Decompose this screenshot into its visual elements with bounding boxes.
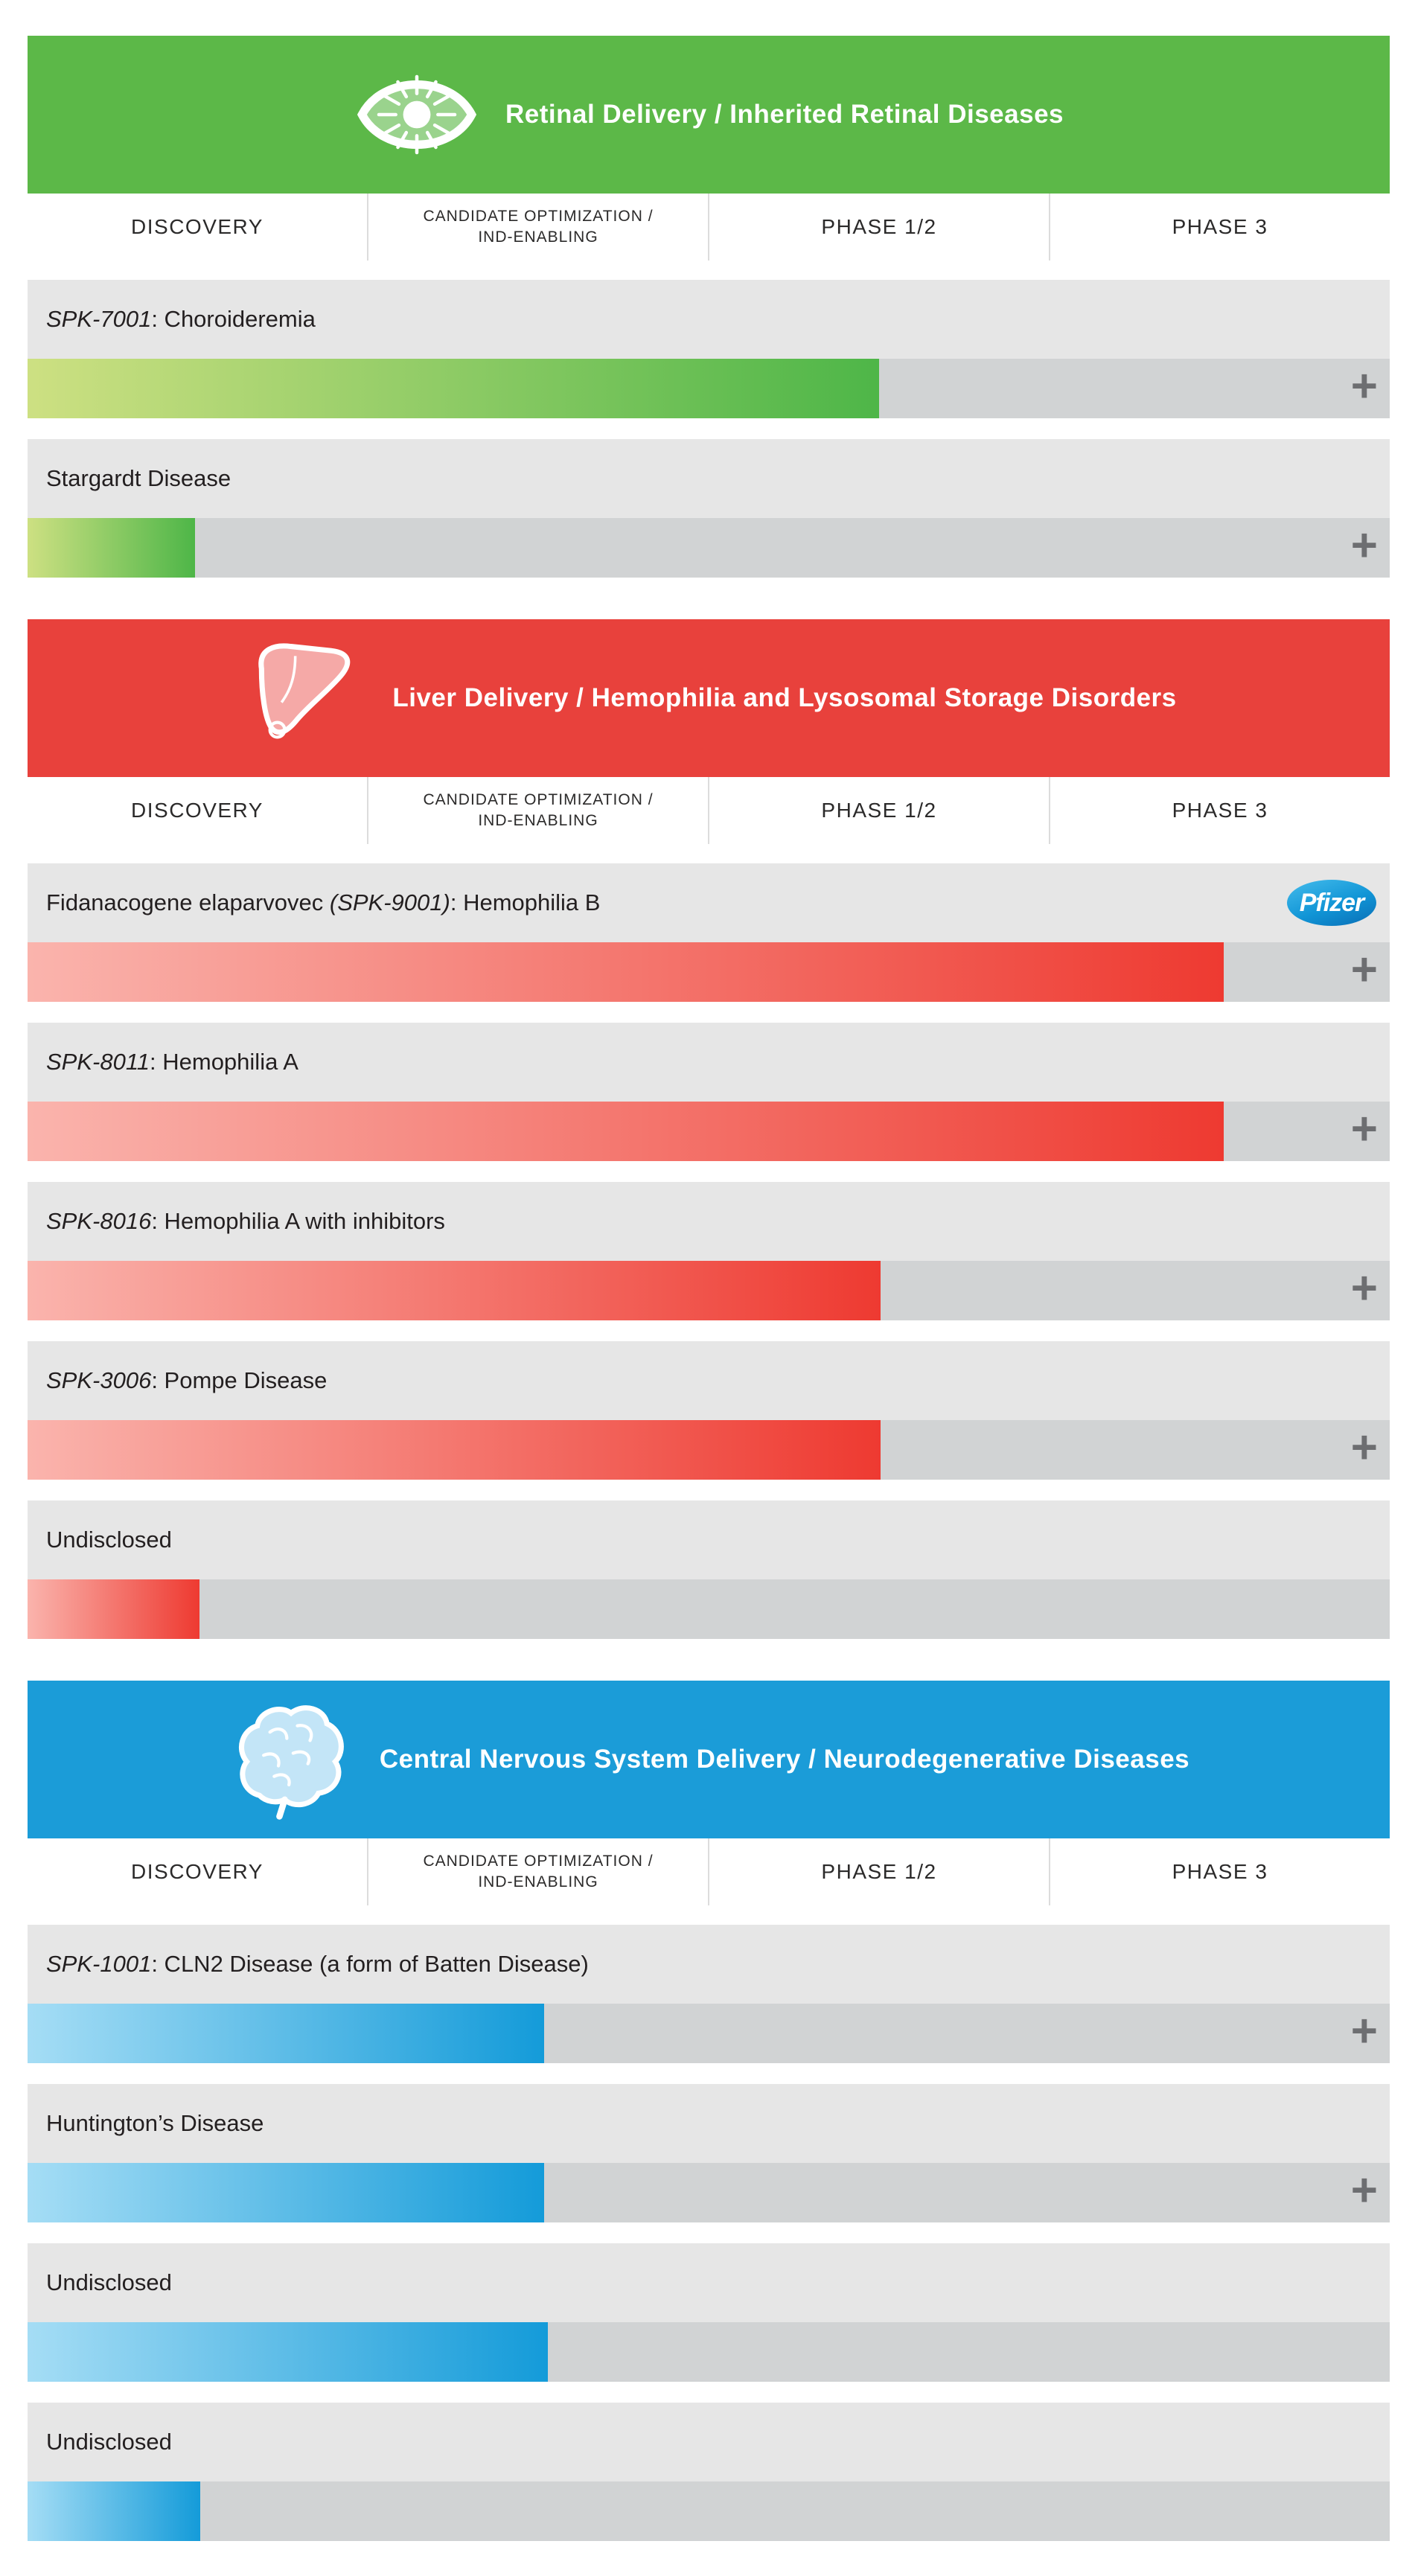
expand-plus-button[interactable]: + <box>1350 1262 1378 1314</box>
progress-track <box>28 2004 1390 2063</box>
program-row <box>28 1182 1390 1320</box>
program-row <box>28 280 1390 418</box>
progress-track <box>28 359 1390 418</box>
program-rows <box>28 1925 1390 2541</box>
column-header-phase-1-2: PHASE 1/2 <box>709 1838 1050 1905</box>
pfizer-logo: Pfizer <box>1287 880 1376 926</box>
section-title: Central Nervous System Delivery / Neurodegenerative Diseases <box>379 1745 1190 1774</box>
program-name: SPK-3006: Pompe Disease <box>46 1367 328 1393</box>
progress-bar <box>28 1420 881 1480</box>
progress-bar <box>28 1102 1224 1161</box>
progress-track <box>28 1102 1390 1161</box>
program-label <box>28 2243 1390 2322</box>
program-name: SPK-8016: Hemophilia A with inhibitors <box>46 1208 445 1234</box>
expand-plus-button[interactable]: + <box>1350 1422 1378 1474</box>
program-row <box>28 439 1390 578</box>
progress-bar <box>28 942 1224 1002</box>
section-title: Retinal Delivery / Inherited Retinal Diseases <box>505 100 1064 129</box>
progress-track <box>28 1420 1390 1480</box>
progress-bar <box>28 2481 200 2541</box>
program-name: Fidanacogene elaparvovec (SPK-9001): Hemophilia B <box>46 889 601 915</box>
progress-bar <box>28 2163 544 2222</box>
program-label <box>28 439 1390 518</box>
program-name: SPK-8011: Hemophilia A <box>46 1049 298 1075</box>
program-label <box>28 1182 1390 1261</box>
progress-bar <box>28 1579 199 1639</box>
program-label <box>28 1500 1390 1579</box>
program-label <box>28 1341 1390 1420</box>
column-header-phase-3: PHASE 3 <box>1172 799 1268 822</box>
program-name: Undisclosed <box>46 2269 172 2295</box>
program-row <box>28 1023 1390 1161</box>
section-header-cns <box>28 1681 1390 1838</box>
progress-track <box>28 2481 1390 2541</box>
column-header-candidate-optimization-: CANDIDATE OPTIMIZATION / IND-ENABLING <box>368 777 709 844</box>
program-label <box>28 2084 1390 2163</box>
program-label <box>28 1925 1390 2004</box>
phase-column-headers <box>28 777 1390 844</box>
progress-track <box>28 1579 1390 1639</box>
column-header-discovery: DISCOVERY <box>28 194 368 261</box>
program-row <box>28 1925 1390 2063</box>
column-header-phase-1-2: PHASE 1/2 <box>709 777 1050 844</box>
program-row <box>28 2403 1390 2541</box>
column-header-candidate-optimization-: CANDIDATE OPTIMIZATION / IND-ENABLING <box>368 1838 709 1905</box>
program-row <box>28 2084 1390 2222</box>
column-header-phase-1-2: PHASE 1/2 <box>709 194 1050 261</box>
progress-bar <box>28 1261 881 1320</box>
program-label <box>28 1023 1390 1102</box>
progress-track <box>28 2322 1390 2382</box>
expand-plus-button[interactable]: + <box>1350 1103 1378 1155</box>
program-name: Undisclosed <box>46 1527 172 1553</box>
phase-column-headers <box>28 194 1390 261</box>
progress-track <box>28 518 1390 578</box>
progress-track <box>28 942 1390 1002</box>
progress-track <box>28 2163 1390 2222</box>
progress-bar <box>28 518 195 578</box>
column-header-discovery: DISCOVERY <box>28 777 368 844</box>
pipeline-section-liver <box>28 619 1390 1639</box>
program-name: Huntington’s Disease <box>46 2110 264 2136</box>
progress-track <box>28 1261 1390 1320</box>
progress-bar <box>28 2322 548 2382</box>
liver-icon <box>240 635 367 761</box>
program-name: Stargardt Disease <box>46 465 231 491</box>
eye-icon <box>354 51 480 178</box>
section-header-liver <box>28 619 1390 777</box>
expand-plus-button[interactable]: + <box>1350 944 1378 996</box>
expand-plus-button[interactable]: + <box>1350 2164 1378 2217</box>
program-label <box>28 863 1390 942</box>
column-header-discovery: DISCOVERY <box>28 1838 368 1905</box>
program-name: SPK-1001: CLN2 Disease (a form of Batten Disease) <box>46 1951 589 1977</box>
brain-icon <box>228 1696 354 1823</box>
column-header-candidate-optimization-: CANDIDATE OPTIMIZATION / IND-ENABLING <box>368 194 709 261</box>
phase-column-headers <box>28 1838 1390 1905</box>
progress-bar <box>28 2004 544 2063</box>
program-name: Undisclosed <box>46 2429 172 2455</box>
expand-plus-button[interactable]: + <box>1350 520 1378 572</box>
section-title: Liver Delivery / Hemophilia and Lysosomal Storage Disorders <box>392 683 1177 712</box>
program-rows <box>28 863 1390 1639</box>
program-name: SPK-7001: Choroideremia <box>46 306 316 332</box>
program-row <box>28 2243 1390 2382</box>
pipeline-section-cns <box>28 1681 1390 2541</box>
program-label <box>28 2403 1390 2481</box>
program-label <box>28 280 1390 359</box>
program-row <box>28 1341 1390 1480</box>
column-header-phase-3: PHASE 3 <box>1172 1860 1268 1883</box>
progress-bar <box>28 359 879 418</box>
pipeline-section-retinal <box>28 36 1390 578</box>
program-row <box>28 863 1390 1002</box>
program-rows <box>28 280 1390 578</box>
program-row <box>28 1500 1390 1639</box>
expand-plus-button[interactable]: + <box>1350 360 1378 412</box>
column-header-phase-3: PHASE 3 <box>1172 215 1268 238</box>
expand-plus-button[interactable]: + <box>1350 2005 1378 2057</box>
section-header-retinal <box>28 36 1390 194</box>
